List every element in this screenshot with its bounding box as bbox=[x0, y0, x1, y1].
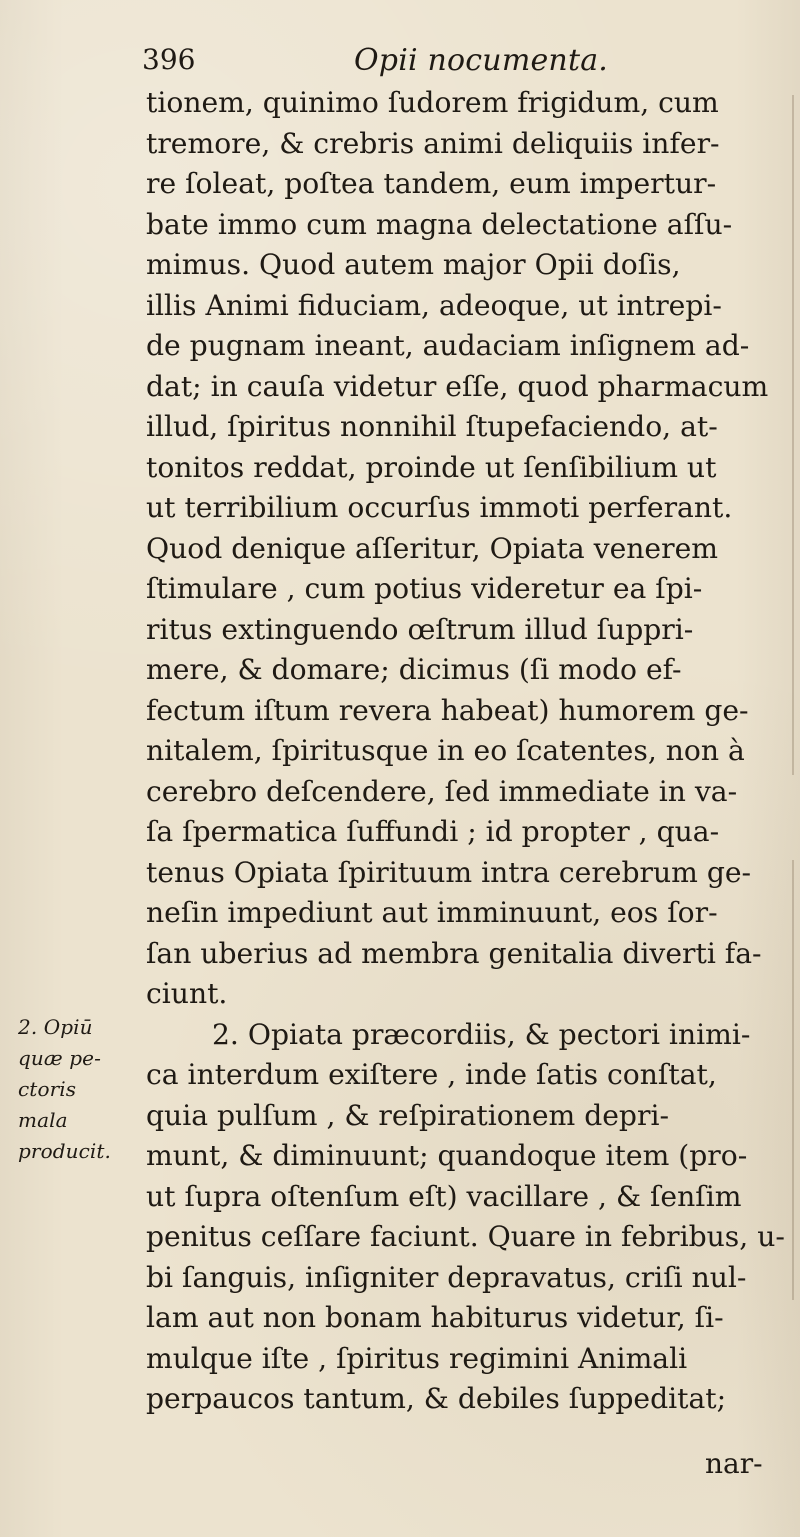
text-line: ca interdum exiſtere , inde ſatis conſtat, bbox=[146, 1058, 717, 1091]
text-line: tonitos reddat, proinde ut ſenſibilium ut bbox=[146, 450, 717, 484]
text-line: lam aut non bonam habiturus videtur, ſi- bbox=[146, 1301, 724, 1334]
text-line: ut terribilium occurſus immoti perferant. bbox=[146, 491, 733, 524]
text-line: Quod denique aſſeritur, Opiata venerem bbox=[146, 531, 718, 565]
text-line: ritus extinguendo œſtrum illud ſuppri- bbox=[146, 612, 694, 646]
page-header bbox=[142, 43, 742, 86]
margin-note-line: producit. bbox=[18, 1139, 111, 1163]
text-line: illud, ſpiritus nonnihil ſtupefaciendo, at- bbox=[146, 410, 718, 443]
text-line: cerebro deſcendere, ſed immediate in va- bbox=[146, 774, 738, 808]
page-number: 396 bbox=[142, 43, 196, 76]
text-line: nitalem, ſpiritusque in eo ſcatentes, non à bbox=[146, 734, 745, 767]
text-line: mere, & domare; dicimus (ſi modo ef- bbox=[146, 653, 682, 686]
section-start-line: 2. Opiata præcordiis, & pectori inimi- bbox=[212, 1017, 751, 1051]
running-title: Opii nocumenta. bbox=[354, 43, 609, 78]
text-line: bi ſanguis, inſigniter depravatus, criſi nul- bbox=[146, 1260, 747, 1294]
text-line: quia pulſum , & reſpirationem depri- bbox=[146, 1098, 669, 1132]
margin-note-line: quæ pe- bbox=[18, 1046, 101, 1070]
text-line: munt, & diminuunt; quandoque item (pro- bbox=[146, 1139, 748, 1172]
text-line: ſtimulare , cum potius videretur ea ſpi- bbox=[146, 572, 703, 605]
text-line: tremore, & crebris animi deliquiis infer- bbox=[146, 126, 720, 160]
text-line: ciunt. bbox=[146, 977, 228, 1010]
text-line: mulque iſte , ſpiritus regimini Animali bbox=[146, 1341, 688, 1375]
text-line: neſin impediunt aut imminuunt, eos ſor- bbox=[146, 896, 718, 929]
margin-note-line: 2. Opiū bbox=[18, 1015, 93, 1039]
catchword: nar- bbox=[705, 1447, 763, 1480]
text-line: perpaucos tantum, & debiles ſuppeditat; bbox=[146, 1382, 727, 1415]
text-line: bate immo cum magna delectatione aſſu- bbox=[146, 207, 733, 241]
text-line: de pugnam ineant, audaciam inſignem ad- bbox=[146, 329, 750, 362]
margin-note-line: mala bbox=[18, 1108, 68, 1132]
text-line: ut ſupra oſtenſum eſt) vacillare , & ſenſim bbox=[146, 1179, 742, 1213]
text-line: dat; in cauſa videtur eſſe, quod pharmacum bbox=[146, 369, 769, 403]
margin-note-line: ctoris bbox=[18, 1077, 77, 1101]
text-line: penitus ceſſare faciunt. Quare in febribus, u- bbox=[146, 1220, 785, 1253]
text-line: ſa ſpermatica ſuffundi ; id propter , qua- bbox=[146, 815, 720, 848]
text-line: ſan uberius ad membra genitalia diverti fa- bbox=[146, 936, 762, 970]
text-line: fectum iſtum revera habeat) humorem ge- bbox=[146, 693, 749, 727]
main-text-block bbox=[146, 83, 794, 1420]
text-line: illis Animi fiduciam, adeoque, ut intrepi- bbox=[146, 288, 722, 322]
text-line: tenus Opiata ſpirituum intra cerebrum ge- bbox=[146, 855, 752, 889]
text-line: re ſoleat, poſtea tandem, eum impertur- bbox=[146, 167, 717, 200]
margin-note bbox=[18, 1012, 136, 1167]
text-line: mimus. Quod autem major Opii doſis, bbox=[146, 248, 681, 281]
text-line: tionem, quinimo ſudorem frigidum, cum bbox=[146, 86, 719, 119]
